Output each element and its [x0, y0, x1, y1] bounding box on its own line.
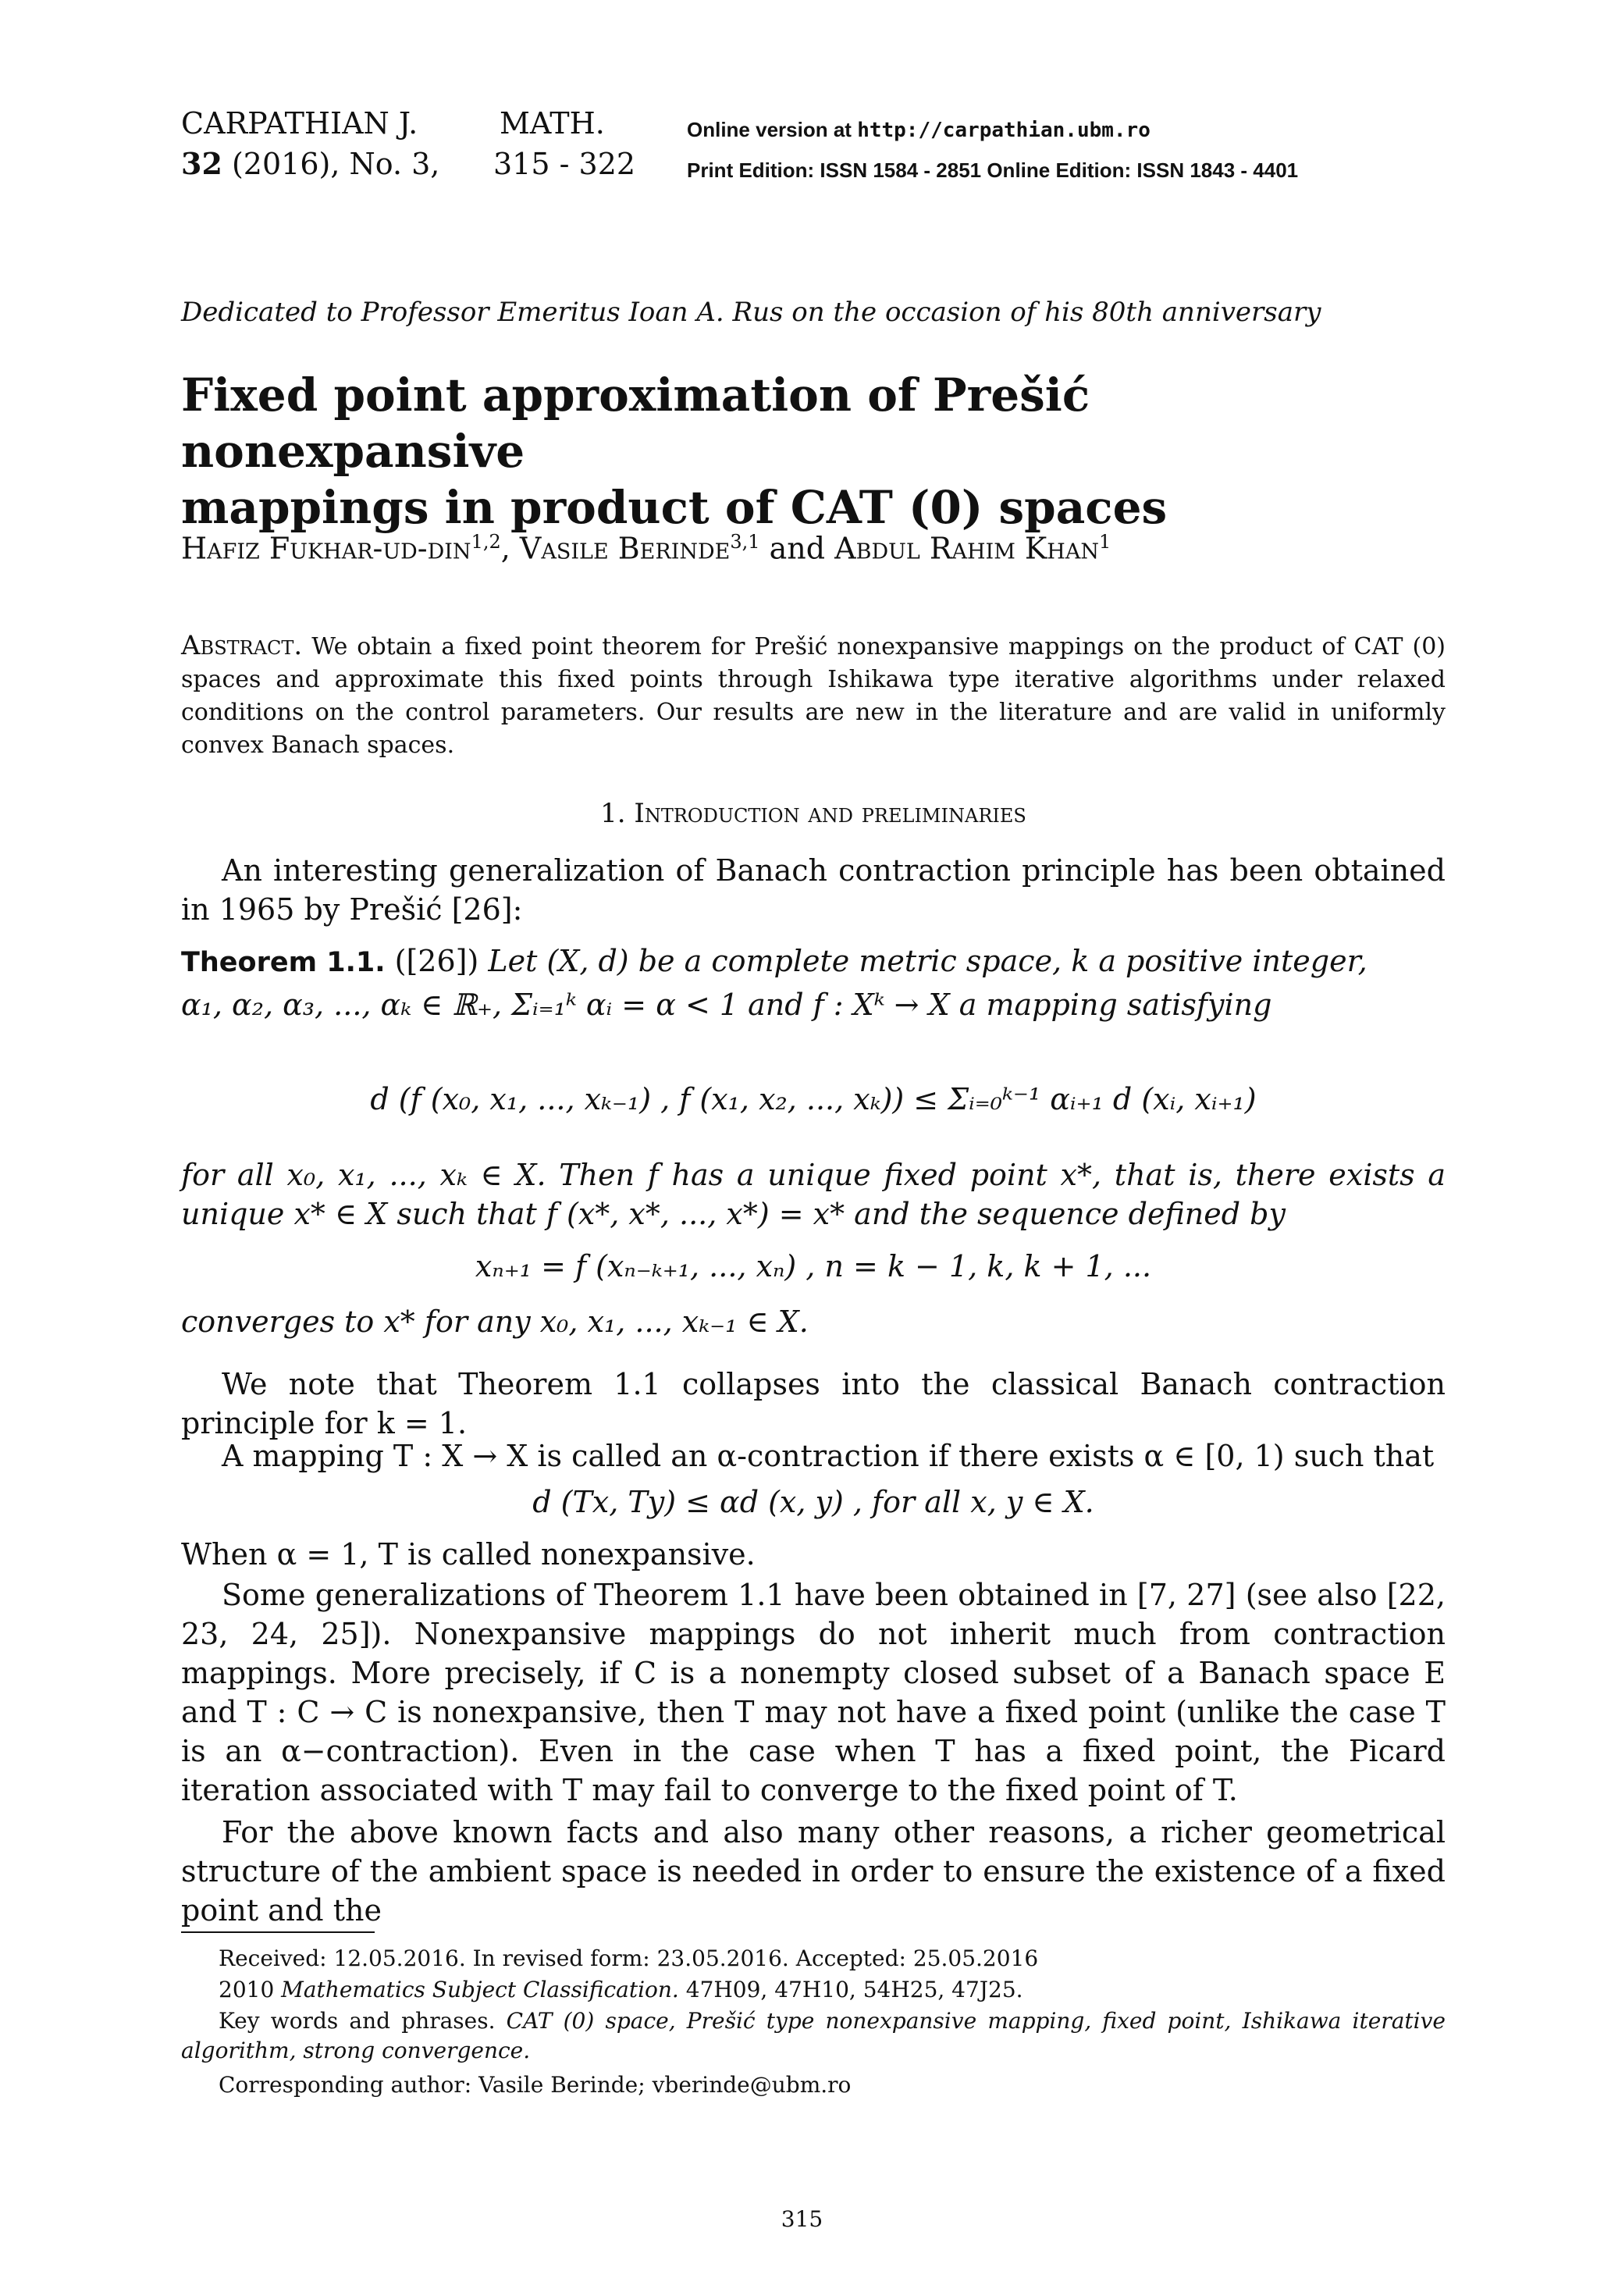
abstract-text: We obtain a fixed point theorem for Prešić nonexpansive mappings on the product of CAT (0) spaces and approximate this fixed points through Ishikawa type iterative algorithms under relaxed conditions on the control parameters. Our results are new in the literature and are valid in uniformly convex Banach spaces. [181, 633, 1446, 759]
theorem-label: Theorem 1.1. [181, 947, 386, 978]
author-and: and [769, 531, 826, 566]
abstract-label: Abstract. [181, 630, 303, 661]
theorem-1-1 [181, 942, 1446, 982]
author-list: Hafiz Fukhar-ud-din$^{1,2}$, Vasile Berinde$^{3,1}$ and Abdul Rahim Khan$^1$ [181, 531, 1111, 566]
keywords-text: CAT (0) space, Prešić type nonexpansive mapping, fixed point, Ishikawa iterative algorithm, strong convergence. [181, 2008, 1446, 2063]
journal-volume-line [181, 144, 439, 184]
theorem-ref: ([26]) [394, 944, 479, 978]
paragraph-generalizations: Some generalizations of Theorem 1.1 have been obtained in [7, 27] (see also [22, 23, 24, 25]). Nonexpansive mappings do not inherit much from contraction mappings. More precisely, if C is a nonempty closed subset of a Banach space E and T : C → C is nonexpansive, then T may not have a fixed point (unlike the case T is an α−contraction). Even in the case when T has a fixed point, the Picard iteration associated with T may fail to converge to the fixed point of T. [181, 1578, 1446, 1807]
equation-contraction: d (Tx, Ty) ≤ αd (x, y) , for all x, y ∈ X. [532, 1485, 1094, 1519]
abstract [181, 629, 1446, 762]
author-2-affil: 3,1 [730, 531, 760, 553]
paper-title [181, 367, 1446, 536]
online-version-line [687, 109, 1151, 151]
paragraph-intro: An interesting generalization of Banach contraction principle has been obtained in 1965 by Prešić [26]: [181, 853, 1446, 927]
online-prefix: Online version at [687, 118, 852, 141]
author-1: Hafiz Fukhar-ud-din [181, 531, 471, 566]
title-line-2: mappings in product of CAT (0) spaces [181, 481, 1168, 534]
journal-pages: 315 - 322 [493, 147, 636, 181]
theorem-text-4: converges to x* for any x₀, x₁, ..., xₖ₋₁ ∈ X. [181, 1305, 809, 1339]
journal-volume: 32 [181, 146, 222, 181]
section-heading [181, 798, 1446, 829]
footnote-keywords [181, 2006, 1446, 2066]
equation-presic-condition: d (f (x₀, x₁, ..., xₖ₋₁) , f (x₁, x₂, ..., xₖ)) ≤ Σᵢ₌₀ᵏ⁻¹ αᵢ₊₁ d (xᵢ, xᵢ₊₁) [370, 1082, 1257, 1116]
paragraph-contraction-def: A mapping T : X → X is called an α-contraction if there exists α ∈ [0, 1) such that [222, 1439, 1435, 1473]
page-number: 315 [781, 2206, 823, 2232]
title-line-1: Fixed point approximation of Prešić nonexpansive [181, 368, 1090, 478]
footnote-received: Received: 12.05.2016. In revised form: 23.05.2016. Accepted: 25.05.2016 [219, 1945, 1039, 1971]
footnote-msc [181, 1975, 1446, 2005]
online-url[interactable]: http://carpathian.ubm.ro [857, 119, 1151, 142]
section-number: 1. [600, 798, 626, 829]
paragraph-nonexpansive-def: When α = 1, T is called nonexpansive. [181, 1537, 756, 1572]
msc-year: 2010 [219, 1977, 275, 2002]
theorem-text-1: Let (X, d) be a complete metric space, k a positive integer, [488, 944, 1367, 978]
print-edition: Print Edition: ISSN 1584 - 2851 Online Edition: ISSN 1843 - 4401 [687, 158, 1299, 182]
section-title: Introduction and preliminaries [634, 798, 1026, 829]
theorem-text-3: for all x₀, x₁, ..., xₖ ∈ X. Then f has a unique fixed point x*, that is, there exists a unique x* ∈ X such that f (x*, x*, ..., x*) = x* and the sequence defined by [181, 1158, 1446, 1231]
journal-name: CARPATHIAN J. [181, 106, 418, 141]
author-3: Abdul Rahim Khan [834, 531, 1099, 566]
msc-codes: 47H09, 47H10, 54H25, 47J25. [685, 1977, 1023, 2002]
author-1-affil: 1,2 [471, 531, 501, 553]
footnote-corresponding-author: Corresponding author: Vasile Berinde; vberinde@ubm.ro [219, 2072, 852, 2098]
journal-volume-rest: (2016), No. 3, [231, 147, 440, 181]
theorem-text-2: α₁, α₂, α₃, ..., αₖ ∈ ℝ₊, Σᵢ₌₁ᵏ αᵢ = α < 1 and f : Xᵏ → X a mapping satisfying [181, 988, 1272, 1022]
footnote-rule [181, 1931, 375, 1933]
author-2: Vasile Berinde [519, 531, 731, 566]
paragraph-geometry: For the above known facts and also many other reasons, a richer geometrical structure of the ambient space is needed in order to ensure the existence of a fixed point and the [181, 1815, 1446, 1928]
author-3-affil: 1 [1098, 531, 1111, 553]
keywords-label: Key words and phrases. [219, 2008, 496, 2034]
paragraph-note: We note that Theorem 1.1 collapses into the classical Banach contraction principle for k = 1. [181, 1367, 1446, 1440]
dedication: Dedicated to Professor Emeritus Ioan A. Rus on the occasion of his 80th anniversary [181, 297, 1321, 328]
journal-math: MATH. [500, 106, 605, 141]
msc-label: Mathematics Subject Classification. [281, 1977, 679, 2002]
equation-iteration: xₙ₊₁ = f (xₙ₋ₖ₊₁, ..., xₙ) , n = k − 1, k, k + 1, ... [475, 1249, 1152, 1283]
